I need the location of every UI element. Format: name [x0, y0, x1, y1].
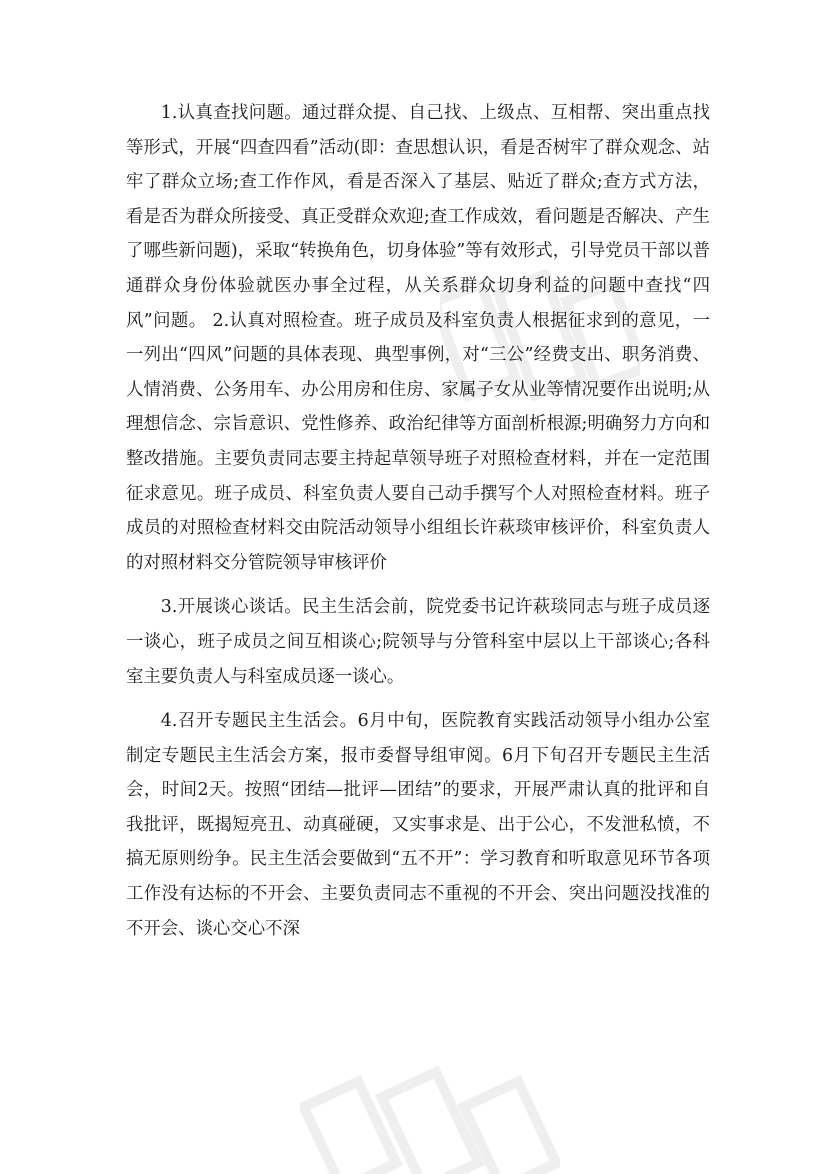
- watermark-icon: [300, 1060, 560, 1174]
- paragraph-find-and-review: 1.认真查找问题。通过群众提、自己找、上级点、互相帮、突出重点找等形式，开展“四查四看”活动(即：查思想认识，看是否树牢了群众观念、站牢了群众立场;查工作作风，看是否深入了基层、贴近了群众;查方式方法，看是否为群众所接受、真正受群众欢迎;查工作成效，看问题是否解决、产生了哪些新问题)，采取“转换角色，切身体验”等有效形式，引导党员干部以普通群众身份体验就医办事全过程，从关系群众切身利益的问题中查找“四风”问题。 2.认真对照检查。班子成员及科室负责人根据征求到的意见，一一列出“四风”问题的具体表现、典型事例，对“三公”经费支出、职务消费、人情消费、公务用车、办公用房和住房、家属子女从业等情况要作出说明;从理想信念、宗旨意识、党性修养、政治纪律等方面剖析根源;明确努力方向和整改措施。主要负责同志要主持起草领导班子对照检查材料，并在一定范围征求意见。班子成员、科室负责人要自己动手撰写个人对照检查材料。班子成员的对照检查材料交由院活动领导小组组长许萩琰审核评价，科室负责人的对照材料交分管院领导审核评价: [126, 103, 710, 573]
- paragraph-democratic-life-meeting: 4.召开专题民主生活会。6月中旬，医院教育实践活动领导小组办公室制定专题民主生活会方案，报市委督导组审阅。6月下旬召开专题民主生活会，时间2天。按照“团结—批评—团结”的要求，开展严肃认真的批评和自我批评，既揭短亮丑、动真碰硬，又实事求是、出于公心，不发泄私愤，不搞无原则纷争。民主生活会要做到“五不开”：学习教育和听取意见环节各项工作没有达标的不开会、主要负责同志不重视的不开会、突出问题没找准的不开会、谈心交心不深: [126, 711, 710, 939]
- document-body: [126, 96, 710, 946]
- paragraph-heart-to-heart-talks: 3.开展谈心谈话。民主生活会前，院党委书记许萩琰同志与班子成员逐一谈心，班子成员之间互相谈心;院领导与分管科室中层以上干部谈心;各科室主要负责人与科室成员逐一谈心。: [126, 597, 710, 687]
